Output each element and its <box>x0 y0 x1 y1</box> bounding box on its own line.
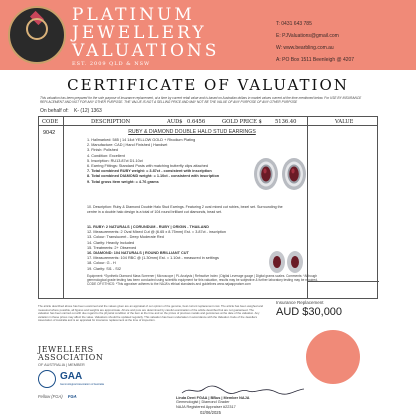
spec-line: 1. Hallmarked: 585 | 14 14ct YELLOW GOLD + Rhodium Plating <box>87 138 196 142</box>
table-header <box>39 117 377 126</box>
ring-icon <box>26 18 48 40</box>
spec-line: 11. RUBY: 2 NATURALS | CORUNDUM - RUBY | ORIGIN - THAILAND <box>87 225 209 229</box>
gaa-subtitle: Gemmological Association of Australia <box>60 383 104 386</box>
certificate-seal-icon <box>306 330 360 384</box>
gem-spec-list <box>87 225 287 272</box>
item-title: RUBY & DIAMOND DOUBLE HALO STUD EARRINGS <box>128 129 256 135</box>
on-behalf-value: K- (12) 1363 <box>74 108 102 114</box>
header-aud: AUD$ <box>167 118 183 125</box>
signer-title: Gemmologist | Diamond Grader <box>176 400 230 405</box>
spec-line: 2. Manufacture: CAD | Hand Finished | Handset <box>87 143 168 148</box>
brand-name <box>72 6 219 67</box>
assoc-name-1: JEWELLERS <box>38 345 94 354</box>
item-code: 9042 <box>43 130 56 136</box>
contact-website[interactable]: W: www.bearbling.com.au <box>276 45 334 51</box>
document-title: CERTIFICATE OF VALUATION <box>67 76 349 94</box>
fellow-fga: FGA <box>67 394 77 399</box>
spec-line: 5. Inscription: RU13.87ct D1.10ct <box>87 158 143 163</box>
jewellers-association-logo <box>38 346 118 367</box>
gaa-emblem-icon <box>38 370 56 388</box>
document-intro: This valuation has been prepared for the sole purpose of insurance replacement, at a time by current retail value and is based on Australian dollars in market values current at the time mentioned below. For USE BY INSURANCE REPLACEMENT AND NOT FOR ANY OTHER PURPOSE. THE VALUE IS NOT A SELLING PRICE AND MAY NOT BE THE VALUE OF ANY PURPOSE OF ANY OTHER PURPOSE <box>40 96 362 105</box>
item-spec-list <box>87 138 247 185</box>
spec-line: 9. Total gross item weight: = 4.76 grams <box>87 179 159 184</box>
brand-logo-icon <box>8 6 66 64</box>
table-divider <box>63 117 64 298</box>
contact-email[interactable]: E: PJValuations@gmail.com <box>276 33 339 39</box>
assoc-sub: OF AUSTRALIA | MEMBER <box>38 363 85 367</box>
valuation-amount: AUD $30,000 <box>276 306 343 318</box>
header-description: DESCRIPTION <box>91 118 131 125</box>
signer-name: Linda Dent FGAA | BBus | Member NAJA <box>176 396 250 400</box>
header-gold-value: 5136.40 <box>275 118 297 125</box>
brand-line-2: JEWELLERY <box>72 23 207 43</box>
header-code: CODE <box>42 118 59 125</box>
spec-line: 17. Measurements: 104 RBC @ (1.30mm) Est. = 1.10ct - measured in settings <box>87 256 219 261</box>
spec-line: 14. Clarity: Heavily Included <box>87 240 135 245</box>
header-value: VALUE <box>335 118 354 125</box>
item-description: 10. Description: Ruby & Diamond Double Halo Stud Earrings. Featuring 2 oval mixed cut rubies, bezel set. Surrounding the centre in a double halo design is a total of 104 round brilliant cut diamonds, bead set. <box>87 205 283 214</box>
on-behalf-of <box>40 108 102 114</box>
spec-line: 16. DIAMOND: 104 NATURALS | ROUND BRILLIANT CUT <box>87 251 189 256</box>
brand-line-1: PLATINUM <box>72 5 195 25</box>
spec-line: 12. Measurements: 2 Oval Mixed Cut @ (6.65 x 8.75mm) Est. = 3.87ct - inscription <box>87 230 227 235</box>
header-banner <box>0 0 416 70</box>
earrings-photo <box>251 145 309 203</box>
contact-details <box>276 18 354 66</box>
spec-line: 8. Total combined DIAMOND weight: = 1.10ct - consistent with inscription <box>87 174 220 179</box>
fellow-badge <box>38 394 77 399</box>
spec-line: 19. Clarity: SI1 - SI2 <box>87 266 121 271</box>
valuation-label: Insurance Replacement <box>276 300 324 305</box>
brand-line-3: VALUATIONS <box>72 41 220 61</box>
brand-established: EST. 2009 QLD & NSW <box>72 61 151 67</box>
spec-line: 15. Treatments: 2+ Observed <box>87 245 137 250</box>
signer-details <box>176 396 250 409</box>
value-cell <box>307 281 379 300</box>
earrings-side-photo <box>267 245 305 279</box>
spec-line: 7. Total combined RUBY weight: = 3.87ct - consistent with inscription <box>87 169 212 174</box>
spec-line: 4. Condition: Excellent <box>87 153 125 158</box>
spec-line: 13. Colour: Translucent - Deep Moderate Red <box>87 235 164 240</box>
spec-line: 3. Finish: Polished <box>87 148 119 153</box>
header-gold-price: GOLD PRICE $ <box>222 118 262 125</box>
on-behalf-label: On behalf of: <box>40 108 69 114</box>
contact-address: A: PO Box 1511 Beenleigh @ 4207 <box>276 57 355 63</box>
signature <box>178 384 308 396</box>
header-aud-value: 0.6456 <box>187 118 206 125</box>
spec-line: 18. Colour: G - H <box>87 261 116 266</box>
valuation-table <box>38 116 378 299</box>
spec-line: 6. Earring Fittings: Standard Posts with matching butterfly clips attached <box>87 164 208 169</box>
equipment-footnote: Equipment: *Synthetic Diamond Mass Screener | Microscope | PL Analysis | Refractive Index | Digital Leverage gauge | Digital grams scales. Comments: *Although gemmological grade testing has been conducted using scientific equipment for this valuation, results may be subjective & further laboratory testing may be required. CODE OF ETHICS: *This appraiser adheres to the NAJA's ethical standards and guidelines www.najaappraiser.com <box>87 274 318 286</box>
gaa-title: GAA <box>60 371 83 382</box>
valuation-disclaimer: The article described above has been examined and the values given are an appraisal of our opinion of the genuine, best current replacement cost. The article has been weighed and measured where possible, all figures and weights are approximate. All are and pure are determined by careful examination of the article described but are not guaranteed. The valuation has been carried out with due regard to the physical condition of the item at the time and on the prices of precious metals and gemstones at the date of the valuation. Any variation in these prices may affect the value. Valuations should be updated regularly. This valuation has been undertaken in accordance with the Valuation Code of the Jewellers Association of Australia and is an appraisal for insurance replacement at the time of inspection. <box>38 304 263 323</box>
certificate-date: 02/06/2025 <box>200 410 221 415</box>
assoc-name-2: ASSOCIATION <box>38 353 104 362</box>
signer-registration: NAJA Registered Appraiser #22317 <box>176 404 236 409</box>
fellow-label: Fellow (FGA) <box>38 394 63 399</box>
contact-phone: T: 0431 643 785 <box>276 21 312 27</box>
